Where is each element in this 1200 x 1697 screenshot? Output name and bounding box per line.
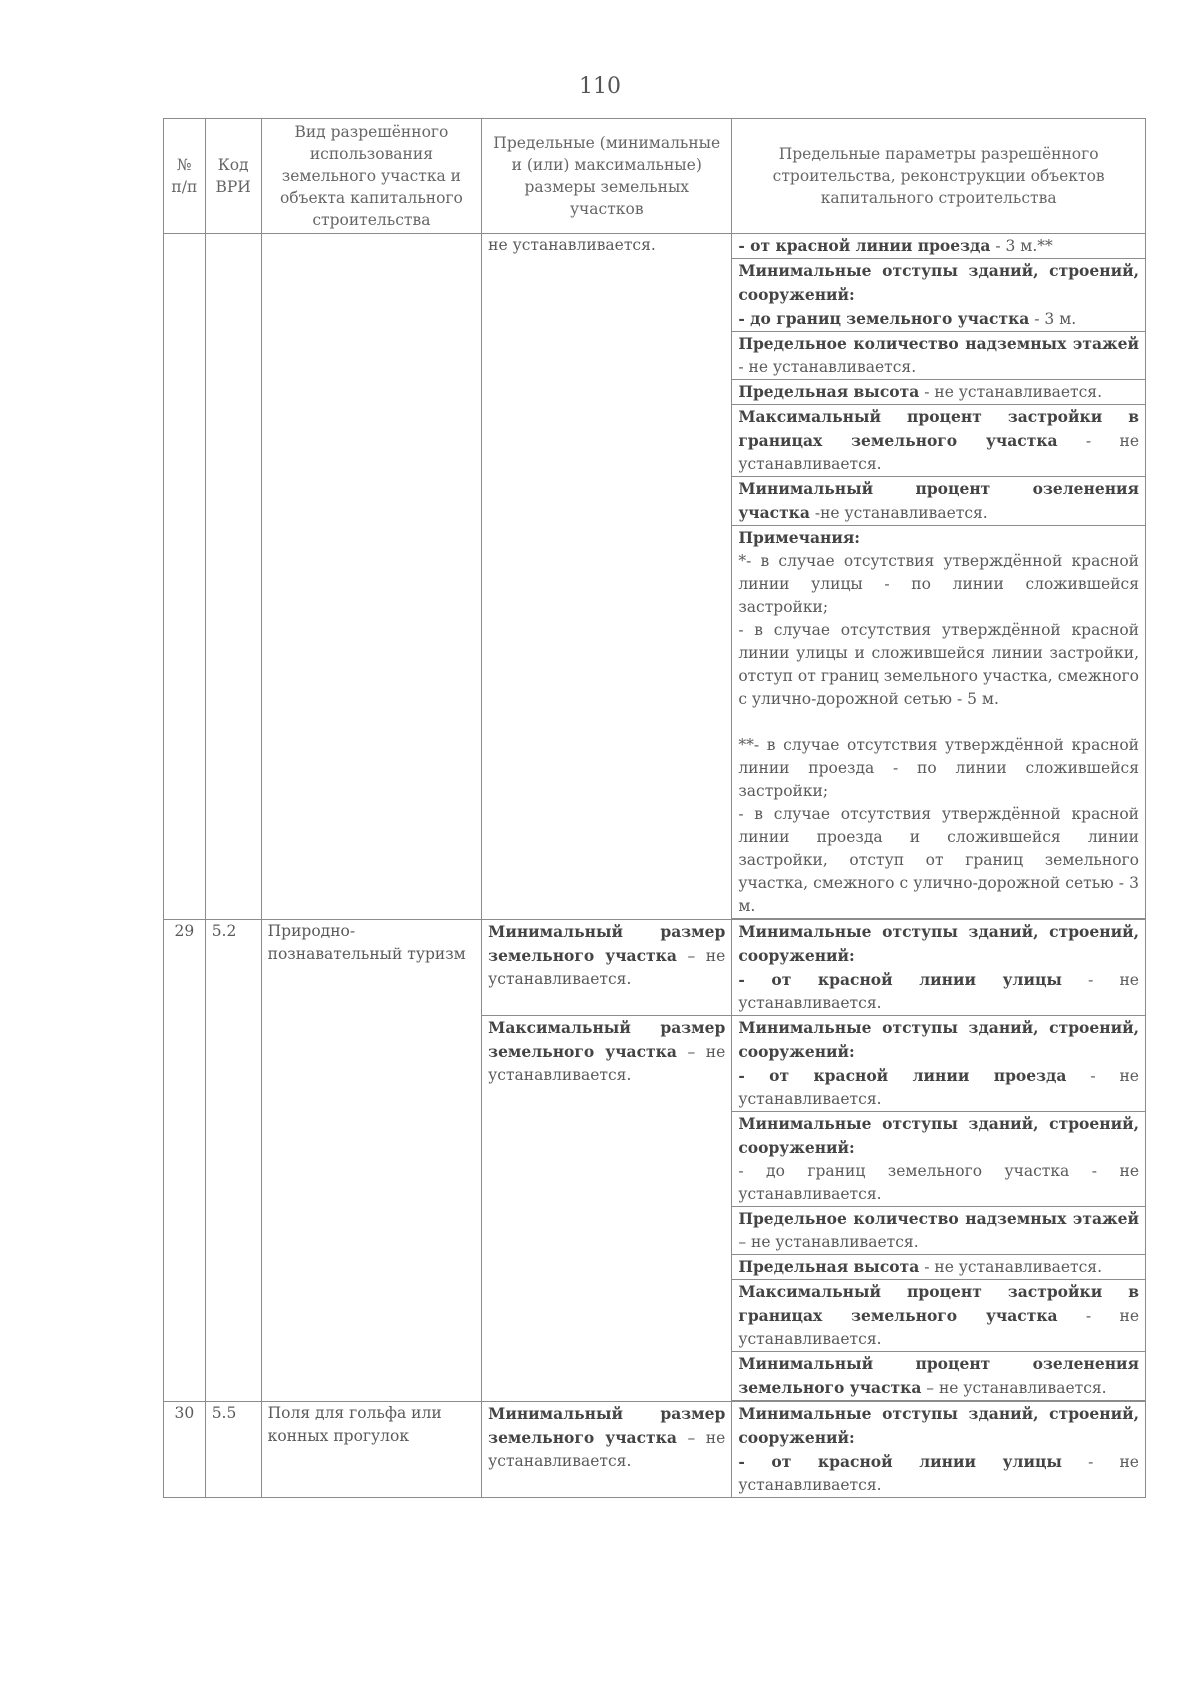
param-min-setbacks-road: Минимальные отступы зданий, строений, сооружений: - от красной линии проезда - не устанавливается. <box>732 1016 1146 1112</box>
cell-use: Поля для гольфа или конных прогулок <box>261 1402 482 1498</box>
note-item: *- в случае отсутствия утверждённой красной линии улицы - по линии сложившейся застройки; <box>738 552 1139 616</box>
param-min-setbacks-street: Минимальные отступы зданий, строений, сооружений: - от красной линии улицы - не устанавливается. <box>732 1402 1146 1498</box>
param-floors: Предельное количество надземных этажей - не устанавливается. <box>732 332 1146 380</box>
param-min-setbacks: Минимальные отступы зданий, строений, сооружений: - до границ земельного участка - 3 м. <box>732 259 1146 332</box>
table-header-row <box>164 119 1146 234</box>
param-min-setbacks-street: Минимальные отступы зданий, строений, сооружений: - от красной линии улицы - не устанавливается. <box>732 920 1146 1016</box>
param-min-greenery: Минимальный процент озеленения участка -не устанавливается. <box>732 477 1146 526</box>
notes-title: Примечания: <box>738 528 861 547</box>
cell-use: Природно-познавательный туризм <box>261 920 482 1402</box>
table-row <box>164 1402 1146 1498</box>
param-height: Предельная высота - не устанавливается. <box>732 380 1146 405</box>
plot-min-size: Минимальный размер земельного участка – не устанавливается. <box>482 1402 732 1498</box>
param-min-setbacks-plot: Минимальные отступы зданий, строений, сооружений: - до границ земельного участка - не устанавливается. <box>732 1112 1146 1207</box>
plot-text: не устанавливается. <box>488 236 656 254</box>
note-item: - в случае отсутствия утверждённой красной линии проезда и сложившейся линии застройки, отступ от границ земельного участка, смежного с улично-дорожной сетью - 3 м. <box>738 805 1139 915</box>
cell-num: 30 <box>164 1402 206 1498</box>
header-plot: Предельные (минимальные и (или) максимальные) размеры земельных участков <box>482 119 732 234</box>
cell-code <box>205 234 261 920</box>
param-floors: Предельное количество надземных этажей – не устанавливается. <box>732 1207 1146 1255</box>
table-row <box>164 920 1146 1016</box>
header-code: Код ВРИ <box>205 119 261 234</box>
header-num: № п/п <box>164 119 206 234</box>
regulations-table <box>163 118 1146 1498</box>
notes <box>732 526 1146 919</box>
plot-max-size: Максимальный размер земельного участка – не устанавливается. <box>482 1016 732 1402</box>
cell-use <box>261 234 482 920</box>
param-min-greenery: Минимальный процент озеленения земельного участка – не устанавливается. <box>732 1352 1146 1401</box>
cell-code: 5.2 <box>205 920 261 1402</box>
param-max-coverage: Максимальный процент застройки в границах земельного участка - не устанавливается. <box>732 405 1146 477</box>
note-item: **- в случае отсутствия утверждённой красной линии проезда - по линии сложившейся застройки; <box>738 736 1139 800</box>
page-number: 110 <box>579 74 621 99</box>
cell-plot <box>482 234 732 920</box>
cell-num: 29 <box>164 920 206 1402</box>
param-height: Предельная высота - не устанавливается. <box>732 1255 1146 1280</box>
cell-num <box>164 234 206 920</box>
cell-code: 5.5 <box>205 1402 261 1498</box>
param-red-line-road: - от красной линии проезда - 3 м.** <box>732 234 1146 259</box>
header-use: Вид разрешённого использования земельного участка и объекта капитального строительства <box>261 119 482 234</box>
table-row <box>164 234 1146 259</box>
note-item: - в случае отсутствия утверждённой красной линии улицы и сложившейся линии застройки, отступ от границ земельного участка, смежного с улично-дорожной сетью - 5 м. <box>738 621 1139 708</box>
header-params: Предельные параметры разрешённого строительства, реконструкции объектов капитального строительства <box>732 119 1146 234</box>
plot-min-size: Минимальный размер земельного участка – не устанавливается. <box>482 920 732 1016</box>
param-max-coverage: Максимальный процент застройки в границах земельного участка - не устанавливается. <box>732 1280 1146 1352</box>
